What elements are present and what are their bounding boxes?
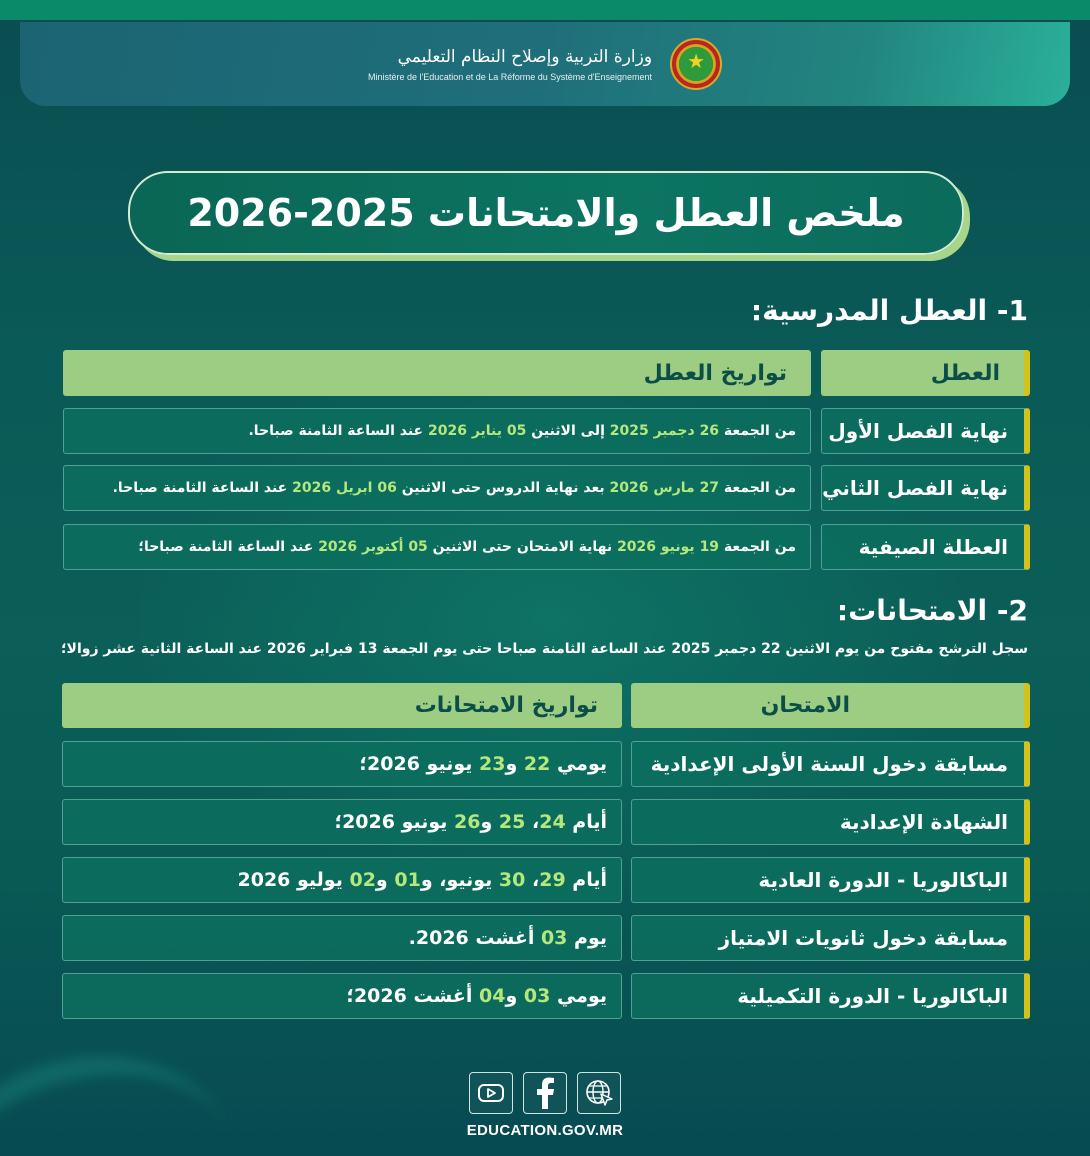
exam-dates-cell	[62, 741, 622, 787]
date-text: عند الساعة الثامنة صباحا؛	[138, 539, 319, 555]
date-text: نهاية الامتحان حتى الاثنين	[427, 539, 618, 555]
date-text: و	[505, 753, 524, 775]
facebook-icon	[534, 1077, 556, 1109]
exams-header-dates-label: تواريخ الامتحانات	[414, 693, 598, 718]
exam-name: مسابقة دخول السنة الأولى الإعدادية	[650, 752, 1008, 776]
holiday-name: نهاية الفصل الأول	[828, 419, 1008, 443]
holidays-header-name-label: العطل	[930, 360, 1000, 386]
date-text: أيام	[565, 869, 607, 891]
exam-name: الشهادة الإعدادية	[839, 810, 1008, 834]
holiday-name-cell	[821, 465, 1030, 511]
date-text: و	[480, 811, 499, 833]
holiday-dates-cell	[63, 524, 811, 570]
highlighted-day: 24	[539, 811, 566, 833]
holiday-dates	[113, 480, 796, 496]
exam-dates-cell	[62, 857, 622, 903]
highlighted-day: 03	[523, 985, 551, 1007]
date-text: يوليو 2026	[237, 869, 350, 891]
exam-dates	[359, 753, 607, 775]
highlighted-day: 29	[539, 869, 566, 891]
page-title: ملخص العطل والامتحانات 2025-2026	[187, 191, 905, 235]
exam-dates	[238, 869, 608, 891]
holiday-name-cell	[821, 408, 1030, 454]
highlighted-date: 27 مارس 2026	[609, 480, 720, 496]
date-text: يونيو، و	[420, 869, 499, 891]
exams-header-name-label: الامتحان	[760, 693, 850, 718]
page-title-pill	[128, 171, 964, 255]
date-text: عند الساعة الثامنة صباحا.	[112, 480, 293, 496]
date-text: أغشت 2026؛	[346, 985, 479, 1007]
exam-name-cell	[631, 741, 1030, 787]
exam-dates	[346, 985, 607, 1007]
highlighted-day: 30	[498, 869, 526, 891]
date-text: و	[505, 985, 524, 1007]
exam-dates-cell	[62, 915, 622, 961]
date-text: يونيو 2026؛	[334, 811, 455, 833]
holiday-name-cell	[821, 524, 1030, 570]
highlighted-day: 04	[479, 985, 506, 1007]
website-link[interactable]: EDUCATION.GOV.MR	[466, 1122, 624, 1139]
date-text: يومي	[550, 753, 607, 775]
exams-header-dates	[62, 683, 622, 728]
date-text: يوم	[567, 927, 607, 949]
date-text: و	[375, 869, 395, 891]
date-text: يومي	[550, 985, 607, 1007]
exam-name-cell	[631, 857, 1030, 903]
exams-section-title: 2- الامتحانات:	[836, 594, 1028, 627]
facebook-button[interactable]	[523, 1072, 567, 1114]
exam-name-cell	[631, 915, 1030, 961]
highlighted-day: 25	[498, 811, 526, 833]
globe-icon	[584, 1078, 614, 1108]
exam-dates-cell	[62, 973, 622, 1019]
exam-name: مسابقة دخول ثانويات الامتياز	[718, 926, 1008, 950]
highlighted-date: 05 أكتوبر 2026	[318, 539, 428, 555]
date-text: من الجمعة	[719, 539, 796, 555]
date-text: عند الساعة الثامنة صباحا.	[248, 423, 428, 439]
ministry-banner	[20, 22, 1070, 106]
date-text: من الجمعة	[719, 423, 796, 439]
holidays-section-title: 1- العطل المدرسية:	[750, 294, 1028, 327]
highlighted-day: 26	[454, 811, 481, 833]
highlighted-date: 05 يناير 2026	[427, 423, 527, 439]
youtube-icon	[477, 1082, 505, 1104]
exams-header-name	[631, 683, 1030, 728]
top-band	[0, 0, 1090, 20]
ministry-name-arabic: وزارة التربية وإصلاح النظام التعليمي	[397, 47, 653, 67]
holiday-dates	[248, 423, 796, 439]
highlighted-day: 02	[349, 869, 376, 891]
holidays-header-name	[821, 350, 1030, 396]
date-text: أيام	[565, 811, 607, 833]
holidays-header-dates	[63, 350, 811, 396]
holidays-header-dates-label: تواريخ العطل	[643, 360, 787, 386]
exam-dates	[409, 927, 607, 949]
exam-name-cell	[631, 799, 1030, 845]
youtube-button[interactable]	[469, 1072, 513, 1114]
highlighted-date: 19 يونيو 2026	[617, 539, 720, 555]
highlighted-day: 03	[540, 927, 568, 949]
highlighted-day: 23	[479, 753, 506, 775]
ministry-name	[368, 44, 652, 84]
holiday-dates-cell	[63, 408, 811, 454]
ministry-name-french: Ministère de l'Education et de La Réforme du Système d'Enseignement	[367, 72, 653, 82]
date-text: بعد نهاية الدروس حتى الاثنين	[396, 480, 610, 496]
holiday-dates-cell	[63, 465, 811, 511]
highlighted-date: 26 دجمبر 2025	[609, 423, 720, 439]
footer	[0, 1072, 1090, 1139]
national-emblem-icon: ★	[670, 38, 722, 90]
holiday-name: العطلة الصيفية	[858, 535, 1008, 559]
website-button[interactable]	[577, 1072, 621, 1114]
date-text: إلى الاثنين	[526, 423, 610, 439]
highlighted-day: 22	[523, 753, 551, 775]
exam-dates-cell	[62, 799, 622, 845]
exam-name: الباكالوريا - الدورة التكميلية	[737, 984, 1008, 1008]
date-text: ،	[525, 869, 540, 891]
exam-name-cell	[631, 973, 1030, 1019]
registration-note: سجل الترشح مفتوح من يوم الاثنين 22 دجمبر 2025 عند الساعة الثامنة صباحا حتى يوم الجمعة 13 فبراير 2026 عند الساعة الثانية عشر زوالا؛	[60, 641, 1028, 657]
date-text: ،	[525, 811, 540, 833]
holiday-name: نهاية الفصل الثاني	[822, 476, 1008, 500]
holiday-dates	[138, 539, 796, 555]
exam-name: الباكالوريا - الدورة العادية	[758, 868, 1008, 892]
date-text: يونيو 2026؛	[359, 753, 479, 775]
exam-dates	[334, 811, 607, 833]
highlighted-date: 06 ابريل 2026	[292, 480, 397, 496]
social-links	[469, 1072, 621, 1114]
highlighted-day: 01	[394, 869, 421, 891]
date-text: أغشت 2026.	[408, 927, 541, 949]
date-text: من الجمعة	[719, 480, 796, 496]
